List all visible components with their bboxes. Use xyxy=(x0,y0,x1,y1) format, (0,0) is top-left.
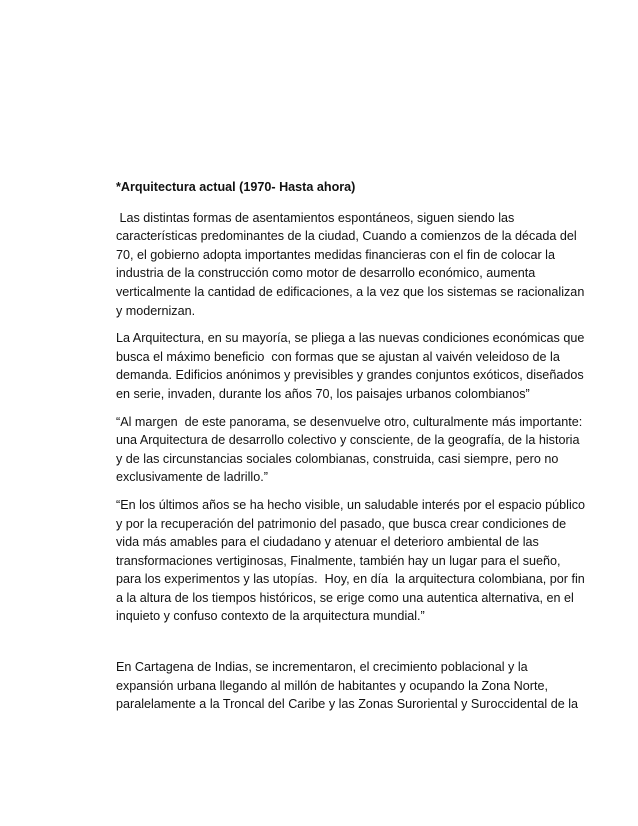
paragraph-5: En Cartagena de Indias, se incrementaron, el crecimiento poblacional y la expansión urbana llegando al millón de habitantes y ocupando la Zona Norte, paralelamente a la Troncal del Caribe y las Zonas Suroriental y Suroccidental de la xyxy=(116,660,579,712)
paragraph-2: La Arquitectura, en su mayoría, se pliega a las nuevas condiciones económicas que busca el máximo beneficio con formas que se ajustan al vaivén veleidoso de la demanda. Edificios anónimos y previsibles y grandes conjuntos exóticos, diseñados en serie, invaden, durante los años 70, los paisajes urbanos colombianos” xyxy=(116,331,588,401)
paragraph-4: “En los últimos años se ha hecho visible, un saludable interés por el espacio público y por la recuperación del patrimonio del pasado, que busca crear condiciones de vida más amables para el ciudadano y atenuar el deterioro ambiental de las transformaciones vertiginosas, Finalmente, también hay un lugar para el sueño, para los experimentos y las utopías. Hoy, en día la arquitectura colombiana, por fin a la altura de los tiempos históricos, se erige como una autentica alternativa, en el inquieto y confuso contexto de la arquitectura mundial.” xyxy=(116,497,592,624)
document-body xyxy=(116,178,592,723)
section-heading: *Arquitectura actual (1970- Hasta ahora) xyxy=(116,180,356,194)
paragraph-1: Las distintas formas de asentamientos espontáneos, siguen siendo las características predominantes de la ciudad, Cuando a comienzos de la década del 70, el gobierno adopta importantes medidas financieras con el fin de colocar la industria de la construcción como motor de desarrollo económico, aumenta verticalmente la cantidad de edificaciones, a la vez que los sistemas se racionalizan y modernizan. xyxy=(116,210,588,318)
paragraph-3: “Al margen de este panorama, se desenvuelve otro, culturalmente más importante: una Arquitectura de desarrollo colectivo y consciente, de la geografía, de la historia y de las circunstancias sociales colombianas, construida, casi siempre, pero no exclusivamente de ladrillo.” xyxy=(116,414,586,485)
